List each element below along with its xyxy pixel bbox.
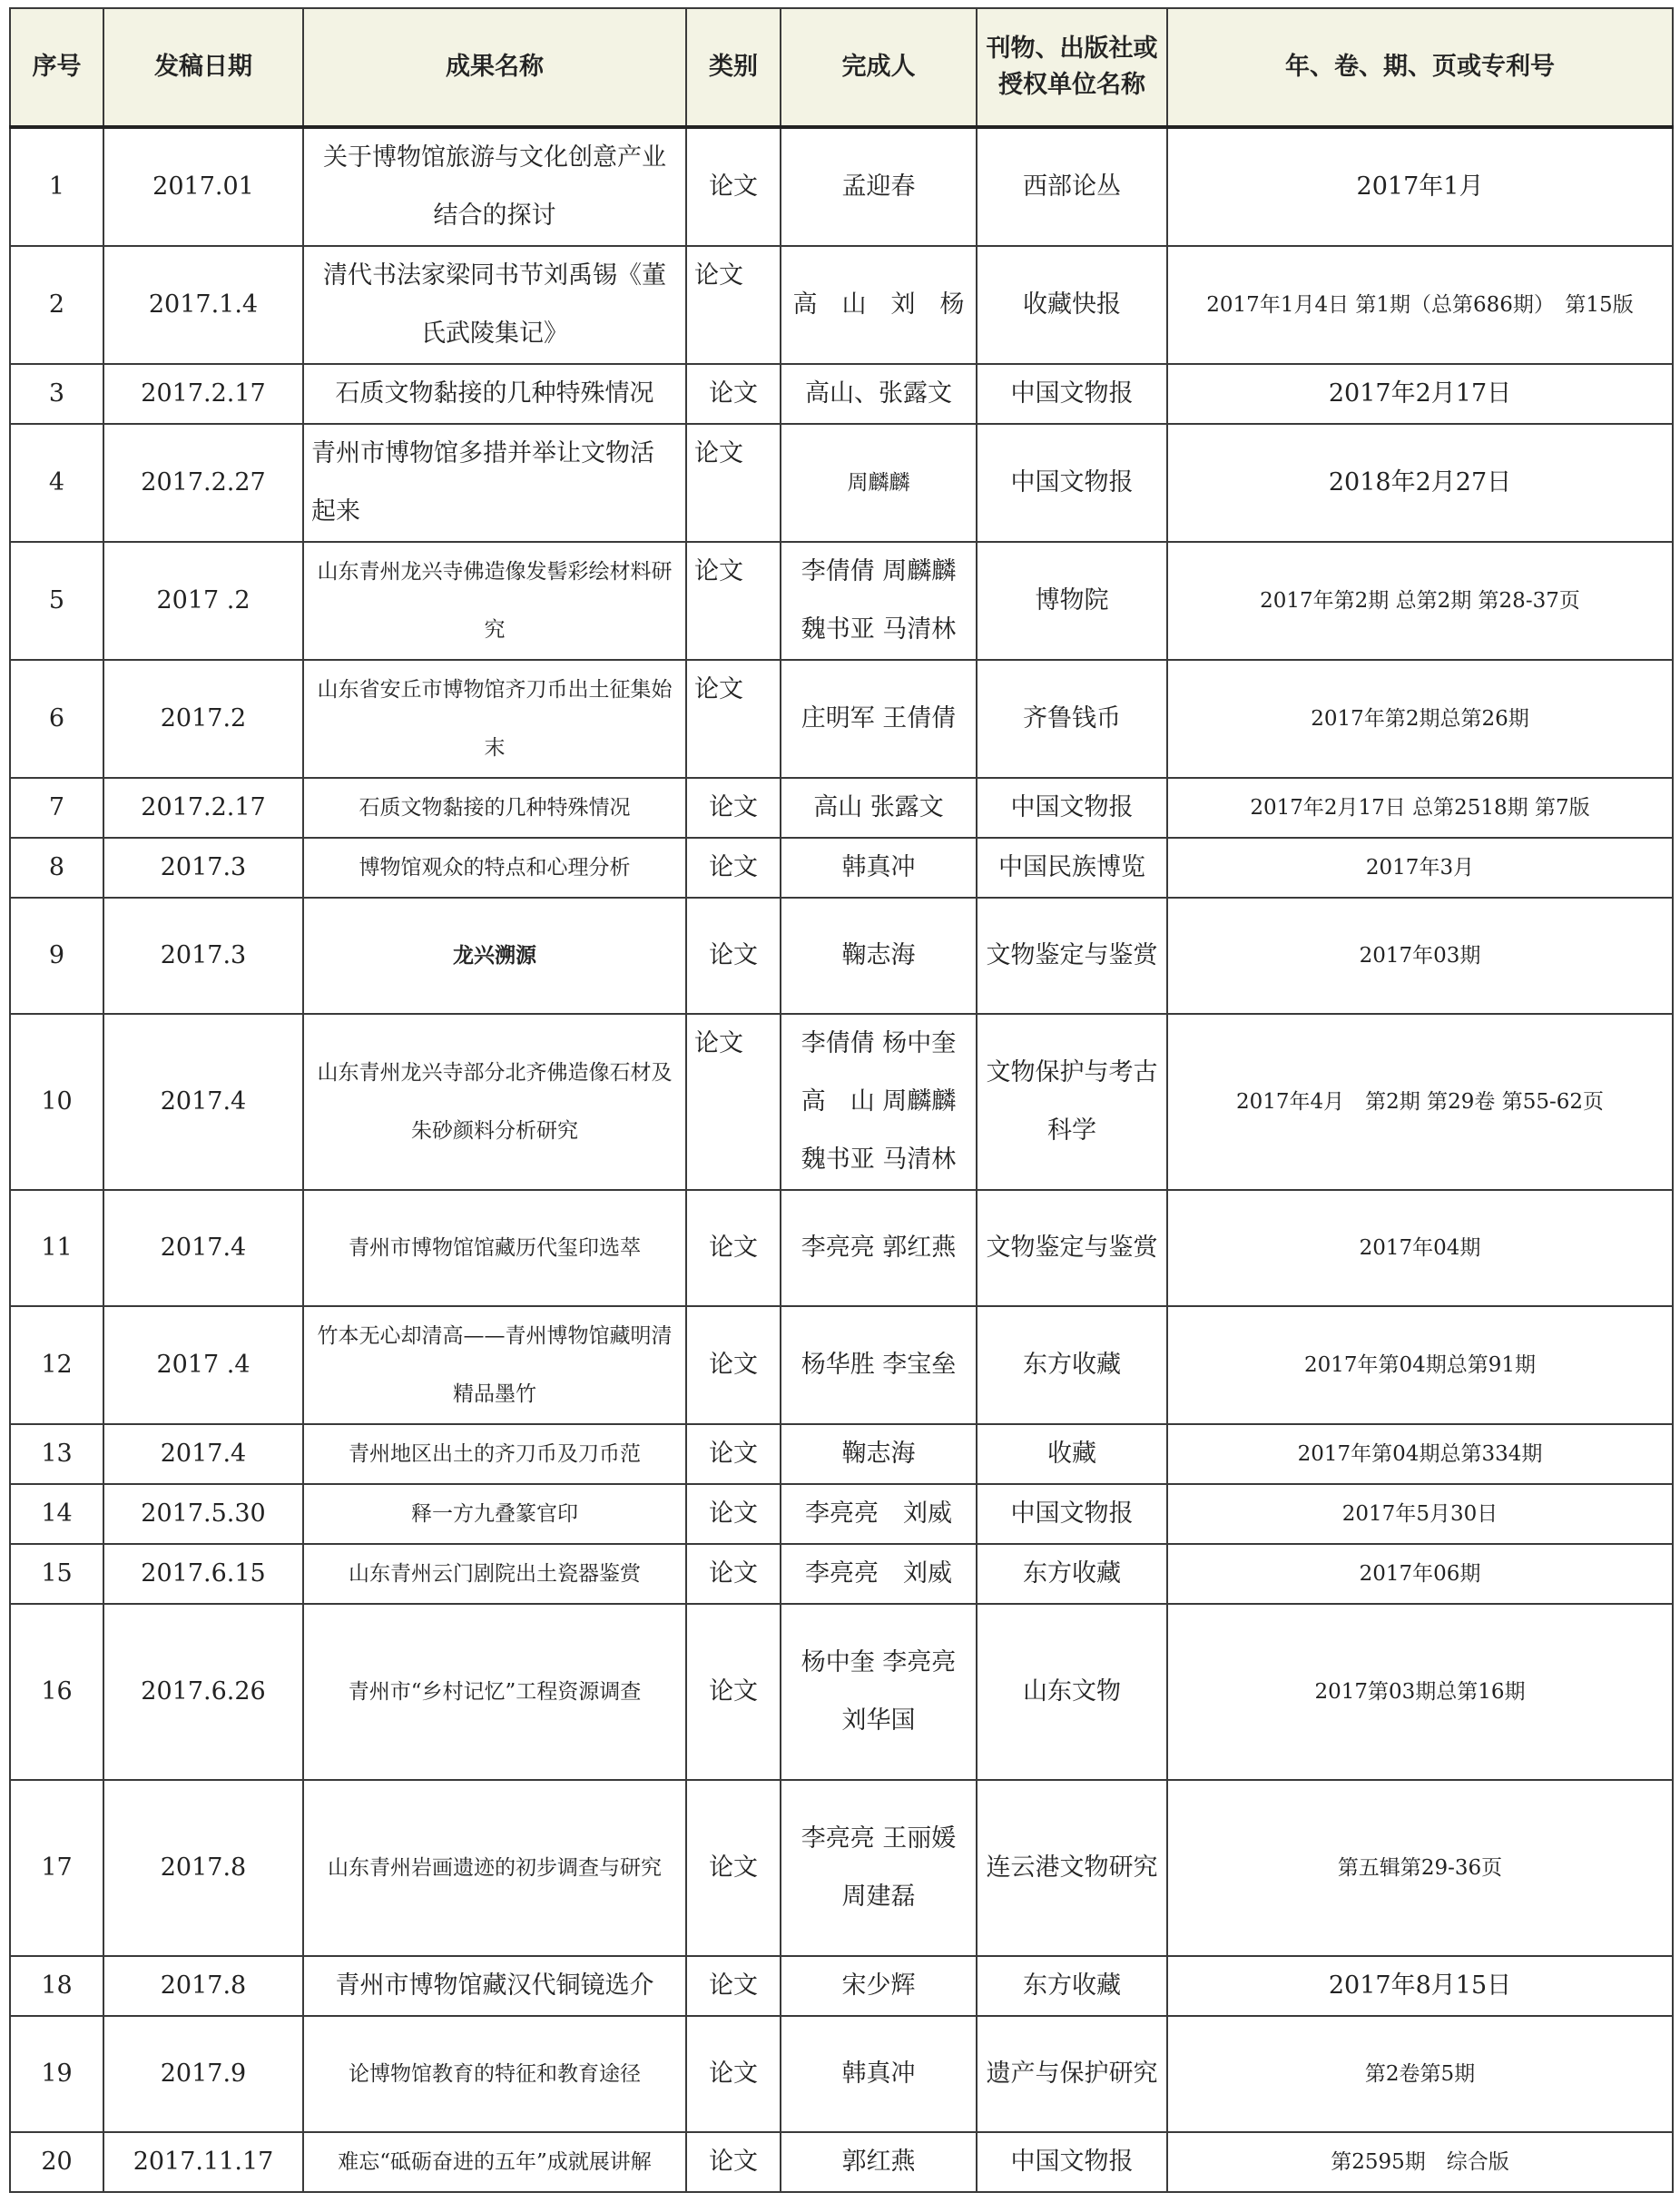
row-authors: 韩真冲 <box>781 838 977 898</box>
row-ref: 第2595期 综合版 <box>1167 2132 1673 2192</box>
table-row <box>10 1424 1673 1484</box>
table-row <box>10 424 1673 542</box>
table-row <box>10 127 1673 246</box>
row-authors: 鞠志海 <box>781 1424 977 1484</box>
row-authors: 高山 张露文 <box>781 778 977 838</box>
row-title: 竹本无心却清高——青州博物馆藏明清精品墨竹 <box>303 1306 686 1424</box>
row-title: 青州市博物馆馆藏历代玺印选萃 <box>303 1190 686 1306</box>
row-date: 2017.1.4 <box>103 246 303 364</box>
row-authors: 李亮亮 刘威 <box>781 1544 977 1604</box>
row-ref: 2017年2月17日 总第2518期 第7版 <box>1167 778 1673 838</box>
row-authors: 李亮亮 刘威 <box>781 1484 977 1544</box>
row-no: 15 <box>10 1544 103 1604</box>
row-publisher: 中国文物报 <box>977 1484 1167 1544</box>
row-type: 论文 <box>686 246 781 364</box>
row-ref: 2017年4月 第2期 第29卷 第55-62页 <box>1167 1014 1673 1190</box>
row-ref: 2017年06期 <box>1167 1544 1673 1604</box>
row-authors: 韩真冲 <box>781 2016 977 2132</box>
row-type: 论文 <box>686 898 781 1014</box>
row-ref: 2017年1月 <box>1167 127 1673 246</box>
table-row <box>10 542 1673 660</box>
row-date: 2017.3 <box>103 838 303 898</box>
row-ref: 2017年5月30日 <box>1167 1484 1673 1544</box>
table-row <box>10 364 1673 424</box>
header-type: 类别 <box>686 8 781 127</box>
row-date: 2017.2 <box>103 660 303 778</box>
row-date: 2017.2.27 <box>103 424 303 542</box>
row-type: 论文 <box>686 1014 781 1190</box>
row-no: 19 <box>10 2016 103 2132</box>
row-type: 论文 <box>686 364 781 424</box>
header-authors: 完成人 <box>781 8 977 127</box>
row-type: 论文 <box>686 838 781 898</box>
row-no: 5 <box>10 542 103 660</box>
table-row <box>10 1484 1673 1544</box>
row-authors: 李倩倩 周麟麟 魏书亚 马清林 <box>781 542 977 660</box>
row-type: 论文 <box>686 1306 781 1424</box>
row-authors: 孟迎春 <box>781 127 977 246</box>
row-publisher: 收藏快报 <box>977 246 1167 364</box>
table-row <box>10 1956 1673 2016</box>
row-no: 1 <box>10 127 103 246</box>
row-ref: 2018年2月27日 <box>1167 424 1673 542</box>
table-row <box>10 1190 1673 1306</box>
table-row <box>10 838 1673 898</box>
row-ref: 2017年第2期 总第2期 第28-37页 <box>1167 542 1673 660</box>
row-ref: 2017年8月15日 <box>1167 1956 1673 2016</box>
row-date: 2017.6.26 <box>103 1604 303 1780</box>
row-title: 论博物馆教育的特征和教育途径 <box>303 2016 686 2132</box>
row-date: 2017.4 <box>103 1424 303 1484</box>
header-title: 成果名称 <box>303 8 686 127</box>
row-date: 2017.5.30 <box>103 1484 303 1544</box>
row-publisher: 齐鲁钱币 <box>977 660 1167 778</box>
row-no: 18 <box>10 1956 103 2016</box>
row-title: 龙兴溯源 <box>303 898 686 1014</box>
row-date: 2017.2.17 <box>103 778 303 838</box>
row-date: 2017 .2 <box>103 542 303 660</box>
row-no: 4 <box>10 424 103 542</box>
row-title: 释一方九叠篆官印 <box>303 1484 686 1544</box>
row-no: 14 <box>10 1484 103 1544</box>
row-title: 山东省安丘市博物馆齐刀币出土征集始末 <box>303 660 686 778</box>
achievements-table <box>9 7 1674 2193</box>
row-title: 山东青州龙兴寺部分北齐佛造像石材及朱砂颜料分析研究 <box>303 1014 686 1190</box>
row-ref: 2017年04期 <box>1167 1190 1673 1306</box>
row-no: 7 <box>10 778 103 838</box>
table-row <box>10 1604 1673 1780</box>
row-publisher: 山东文物 <box>977 1604 1167 1780</box>
row-ref: 2017年1月4日 第1期（总第686期） 第15版 <box>1167 246 1673 364</box>
row-authors: 周麟麟 <box>781 424 977 542</box>
row-title: 难忘“砥砺奋进的五年”成就展讲解 <box>303 2132 686 2192</box>
row-publisher: 中国文物报 <box>977 424 1167 542</box>
row-type: 论文 <box>686 1956 781 2016</box>
row-type: 论文 <box>686 542 781 660</box>
row-type: 论文 <box>686 1544 781 1604</box>
table-row <box>10 1544 1673 1604</box>
row-title: 青州地区出土的齐刀币及刀币范 <box>303 1424 686 1484</box>
row-authors: 高 山 刘 杨 <box>781 246 977 364</box>
table-row <box>10 1780 1673 1956</box>
table-row <box>10 898 1673 1014</box>
row-authors: 宋少辉 <box>781 1956 977 2016</box>
row-date: 2017.2.17 <box>103 364 303 424</box>
header-publisher: 刊物、出版社或授权单位名称 <box>977 8 1167 127</box>
achievements-table-container <box>9 7 1672 2193</box>
row-publisher: 中国文物报 <box>977 2132 1167 2192</box>
row-publisher: 东方收藏 <box>977 1306 1167 1424</box>
row-type: 论文 <box>686 1780 781 1956</box>
row-title: 山东青州云门剧院出土瓷器鉴赏 <box>303 1544 686 1604</box>
header-ref: 年、卷、期、页或专利号 <box>1167 8 1673 127</box>
table-row <box>10 2016 1673 2132</box>
row-no: 11 <box>10 1190 103 1306</box>
row-authors: 李亮亮 郭红燕 <box>781 1190 977 1306</box>
row-no: 17 <box>10 1780 103 1956</box>
row-title: 山东青州龙兴寺佛造像发髻彩绘材料研究 <box>303 542 686 660</box>
row-publisher: 收藏 <box>977 1424 1167 1484</box>
row-publisher: 西部论丛 <box>977 127 1167 246</box>
row-no: 8 <box>10 838 103 898</box>
row-date: 2017.8 <box>103 1956 303 2016</box>
row-type: 论文 <box>686 1484 781 1544</box>
row-date: 2017.11.17 <box>103 2132 303 2192</box>
row-ref: 第五辑第29-36页 <box>1167 1780 1673 1956</box>
row-date: 2017 .4 <box>103 1306 303 1424</box>
row-type: 论文 <box>686 1604 781 1780</box>
table-row <box>10 1306 1673 1424</box>
row-no: 16 <box>10 1604 103 1780</box>
row-publisher: 文物鉴定与鉴赏 <box>977 1190 1167 1306</box>
row-type: 论文 <box>686 1424 781 1484</box>
row-publisher: 中国民族博览 <box>977 838 1167 898</box>
row-publisher: 遗产与保护研究 <box>977 2016 1167 2132</box>
header-no: 序号 <box>10 8 103 127</box>
row-type: 论文 <box>686 1190 781 1306</box>
row-ref: 2017年第04期总第334期 <box>1167 1424 1673 1484</box>
row-date: 2017.6.15 <box>103 1544 303 1604</box>
row-publisher: 中国文物报 <box>977 778 1167 838</box>
row-title: 清代书法家梁同书节刘禹锡《董氏武陵集记》 <box>303 246 686 364</box>
row-title: 石质文物黏接的几种特殊情况 <box>303 778 686 838</box>
row-authors: 杨华胜 李宝垒 <box>781 1306 977 1424</box>
row-date: 2017.4 <box>103 1190 303 1306</box>
row-type: 论文 <box>686 424 781 542</box>
row-no: 20 <box>10 2132 103 2192</box>
row-type: 论文 <box>686 778 781 838</box>
header-date: 发稿日期 <box>103 8 303 127</box>
row-ref: 2017第03期总第16期 <box>1167 1604 1673 1780</box>
row-authors: 高山、张露文 <box>781 364 977 424</box>
row-no: 3 <box>10 364 103 424</box>
table-row <box>10 2132 1673 2192</box>
table-row <box>10 660 1673 778</box>
row-type: 论文 <box>686 660 781 778</box>
row-authors: 李倩倩 杨中奎 高 山 周麟麟 魏书亚 马清林 <box>781 1014 977 1190</box>
row-authors: 郭红燕 <box>781 2132 977 2192</box>
row-ref: 2017年3月 <box>1167 838 1673 898</box>
row-title: 山东青州岩画遗迹的初步调查与研究 <box>303 1780 686 1956</box>
row-no: 13 <box>10 1424 103 1484</box>
row-no: 6 <box>10 660 103 778</box>
table-row <box>10 1014 1673 1190</box>
row-title: 青州市博物馆藏汉代铜镜选介 <box>303 1956 686 2016</box>
row-publisher: 文物保护与考古科学 <box>977 1014 1167 1190</box>
row-ref: 2017年03期 <box>1167 898 1673 1014</box>
row-publisher: 东方收藏 <box>977 1956 1167 2016</box>
row-no: 12 <box>10 1306 103 1424</box>
row-type: 论文 <box>686 127 781 246</box>
row-date: 2017.01 <box>103 127 303 246</box>
row-publisher: 中国文物报 <box>977 364 1167 424</box>
row-title: 石质文物黏接的几种特殊情况 <box>303 364 686 424</box>
row-title: 关于博物馆旅游与文化创意产业结合的探讨 <box>303 127 686 246</box>
row-publisher: 东方收藏 <box>977 1544 1167 1604</box>
row-no: 10 <box>10 1014 103 1190</box>
row-type: 论文 <box>686 2016 781 2132</box>
row-date: 2017.9 <box>103 2016 303 2132</box>
row-title: 青州市“乡村记忆”工程资源调查 <box>303 1604 686 1780</box>
row-ref: 2017年第2期总第26期 <box>1167 660 1673 778</box>
row-publisher: 博物院 <box>977 542 1167 660</box>
row-date: 2017.4 <box>103 1014 303 1190</box>
row-authors: 杨中奎 李亮亮 刘华国 <box>781 1604 977 1780</box>
table-row <box>10 778 1673 838</box>
row-title: 青州市博物馆多措并举让文物活起来 <box>303 424 686 542</box>
row-publisher: 连云港文物研究 <box>977 1780 1167 1956</box>
row-authors: 李亮亮 王丽媛 周建磊 <box>781 1780 977 1956</box>
row-date: 2017.3 <box>103 898 303 1014</box>
row-authors: 庄明军 王倩倩 <box>781 660 977 778</box>
table-row <box>10 246 1673 364</box>
row-publisher: 文物鉴定与鉴赏 <box>977 898 1167 1014</box>
row-ref: 第2卷第5期 <box>1167 2016 1673 2132</box>
row-authors: 鞠志海 <box>781 898 977 1014</box>
row-title: 博物馆观众的特点和心理分析 <box>303 838 686 898</box>
table-header-row <box>10 8 1673 127</box>
row-date: 2017.8 <box>103 1780 303 1956</box>
row-no: 2 <box>10 246 103 364</box>
row-no: 9 <box>10 898 103 1014</box>
row-type: 论文 <box>686 2132 781 2192</box>
row-ref: 2017年2月17日 <box>1167 364 1673 424</box>
row-ref: 2017年第04期总第91期 <box>1167 1306 1673 1424</box>
